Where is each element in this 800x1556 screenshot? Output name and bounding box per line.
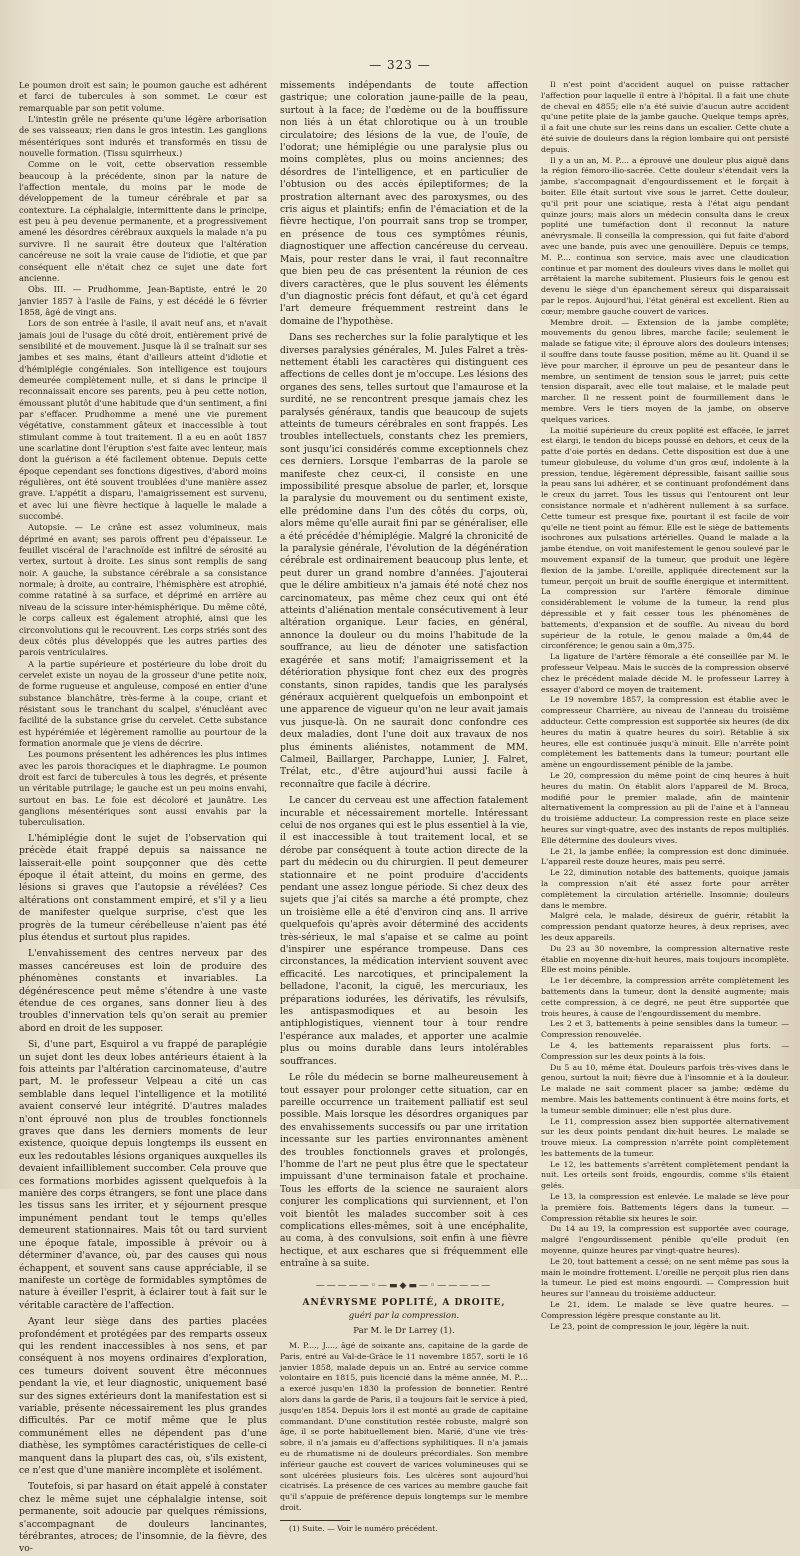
paragraph: La ligature de l'artère fémorale a été conseillée par M. le professeur Velpeau. Mais le succès de la compression observé chez le précédent malade décide M. le professeur Larrey à essayer d'abord ce moyen de traitement. — [541, 652, 789, 694]
paragraph: L'intestin grêle ne présente qu'une légère arborisation de ses vaisseaux; rien dans le gros intestin. Les ganglions mésentériques sont indurés et transformés en tissu de nouvelle formation. (Tissu squirrheux.) — [19, 114, 267, 159]
column-middle — [280, 80, 528, 1534]
paragraph: Il n'est point d'accident auquel on puisse rattacher l'affection pour laquelle il entre à l'hôpital. Il a fait une chute de cheval en 4855; elle n'a été suivie d'aucun autre accident qu'une petite plaie de la jambe gauche. Quelque temps après, il a fait une chute sur les reins dans un escalier. Cette chute a été suivie de douleurs dans la région lombaire qui ont persisté depuis. — [541, 80, 789, 154]
paragraph: Le 11, compression assez bien supportée alternativement sur les deux points pendant dix-huit heures. Le malade se trouve mieux. La compression n'arrête point complètement les battements de la tumeur. — [541, 1116, 789, 1158]
paragraph: La moitié supérieure du creux poplité est effacée, le jarret est élargi, le tendon du biceps poussé en dehors, et ceux de la patte d'oie portés en dedans. Cette disposition est due à une tumeur globuleuse, du volume d'un gros œuf, indolente à la pression, tendue, légèrement dépressible, faisant saillie sous la peau sans lui adhérer, et se continuant profondément dans le creux du jarret. Tous les tissus qui l'entourent ont leur consistance normale et n'adhèrent nullement à sa surface. Cette tumeur est presque fixe, pourtant il est facile de voir qu'elle ne tient point au fémur. Elle est le siège de battements isochrones aux pulsations artérielles. Quand le malade a la jambe étendue, on voit manifestement le genou soulevé par le mouvement expansif de la tumeur, que produit une légère flexion de la jambe. L'oreille, appliquée directement sur la tumeur, perçoit un bruit de souffle énergique et intermittent. La compression sur l'artère fémorale diminue considérablement le volume de la tumeur, la rend plus dépressible et y fait cesser tous les phénomènes de battements, d'expansion et de souffle. Au niveau du bord supérieur de la rotule, le genou malade a 0m,44 de circonférence; le genou sain a 0m,375. — [541, 425, 789, 651]
paragraph: Comme on le voit, cette observation ressemble beaucoup à la précédente, sinon par la nature de l'affection mentale, du moins par le mode de développement de la tumeur cérébrale et par sa contexture. La céphalalgie, intermittente dans le principe, est peu à peu devenue permanente, et a progressivement amené les désordres cérébraux auxquels la malade n'a pu survivre. Il ne saurait être douteux que l'altération cancéreuse ne soit la vraie cause de l'idiotie, et que par conséquent elle n'était chez ce sujet une date fort ancienne. — [19, 159, 267, 283]
paragraph: Le poumon droit est sain; le poumon gauche est adhérent et farci de tubercules à son sommet. Le cœur est remarquable par son petit volume. — [19, 80, 267, 113]
paragraph: Le rôle du médecin se borne malheureusement à tout essayer pour prolonger cette situation, car en pareille occurrence un traitement palliatif est seul possible. Mais lorsque les désordres organiques par des envahissements successifs ou par une irritation incessante sur les parties environnantes amènent des troubles fonctionnels graves et prolongés, l'homme de l'art ne peut plus être que le spectateur impuissant d'une terminaison fatale et prochaine. Tous les efforts de la science ne sauraient alors conjurer les complications qui surviennent, et l'on voit bientôt les malades succomber soit à ces complications elles-mêmes, soit à une encéphalite, au coma, à des convulsions, soit enfin à une fièvre hectique, et aux eschares que si fréquemment elle entraîne à sa suite. — [280, 1072, 528, 1270]
column-right — [541, 80, 789, 1332]
paragraph: Les 2 et 3, battements à peine sensibles dans la tumeur. — Compression renouvelée. — [541, 1019, 789, 1040]
paragraph: Le 12, les battements s'arrêtent complètement pendant la nuit. Les orteils sont froids, engourdis, comme s'ils étaient gelés. — [541, 1159, 789, 1191]
paragraph: Le 21, la jambe enflée; la compression est donc diminuée. L'appareil reste douze heures, mais peu serré. — [541, 846, 789, 867]
paragraph: Le 19 novembre 1857, la compression est établie avec le compresseur Charrière, au niveau de l'anneau du troisième adducteur. Cette compression est supportée six heures (de dix heures du matin à quatre heures du soir). Rétablie à six heures, elle est continuée jusqu'à minuit. Elle n'arrête point complètement les battements dans la tumeur; pourtant elle amène un engourdissement pénible de la jambe. — [541, 695, 789, 770]
paragraph: Le 4, les battements reparaissent plus forts. — Compression sur les deux points à la fois. — [541, 1040, 789, 1061]
paragraph: Le 22, diminution notable des battements, quoique jamais la compression n'ait été assez forte pour arrêter complètement la circulation artérielle. Insomnie; douleurs dans le membre. — [541, 868, 789, 910]
article-subtitle: guéri par la compression. — [348, 1311, 460, 1322]
paragraph: missements indépendants de toute affection gastrique; une coloration jaune-paille de la peau, surtout à la face; de l'œdème ou de la bouffissure non liés à un état chlorotique ou à un trouble circulatoire; des lésions de la vue, de l'ouïe, de l'odorat; une hémiplégie ou une paralysie plus ou moins complètes, plus ou moins anciennes; des désordres de l'intelligence, et en particulier de l'obtusion ou des accès épileptiformes; de la prostration alternant avec des paroxysmes, ou des cris aigus et plaintifs; enfin de l'émaciation et de la fièvre hectique, l'on pourrait sans trop se tromper, en présence de tous ces symptômes réunis, diagnostiquer une affection cancéreuse du cerveau. Mais, pour rester dans le vrai, il faut reconnaître que bien peu de cas présentent la réunion de ces divers caractères, que le plus souvent les éléments d'un diagnostic précis font défaut, et qu'à cet égard l'art demeure fréquemment restreint dans le domaine de l'hypothèse. — [280, 80, 528, 327]
paragraph: Lors de son entrée à l'asile, il avait neuf ans, et n'avait jamais joui de l'usage du côté droit, entièrement privé de sensibilité et de mouvement. Jusque là il se traînait sur ses jambes et ses mains, étant d'ailleurs atteint d'idiotie et d'hémiplégie congéniales. Son intelligence est toujours demeurée complètement nulle, et si dans le principe il reconnaissait encore ses parents, peu à peu cette notion, émoussant plutôt d'une habitude que d'un sentiment, a fini par s'effacer. Prudhomme a mené une vie purement végétative, constamment gâteux et inaccessible à tout stimulant comme à tout traitement. Il a eu en août 1857 une scarlatine dont l'éruption s'est faite avec lenteur, mais dont la guérison a été facilement obtenue. Depuis cette époque cependant ses fonctions digestives, d'abord moins régulières, ont été souvent troublées d'une manière assez grave. L'appétit a disparu, l'amaigrissement est survenu, et avec lui une fièvre hectique à laquelle le malade a succombé. — [19, 318, 267, 522]
paragraph: Ayant leur siège dans des parties placées profondément et protégées par des remparts osseux qui les rendent inaccessibles à nos sens, et par conséquent à nos moyens ordinaires d'exploration, ces tumeurs doivent souvent être méconnues pendant la vie, et leur diagnostic, uniquement basé sur des signes extérieurs dont la manifestation est si variable, présente nécessairement les plus grandes difficultés. Par ce motif même que le plus communément elles ne dépendent pas d'une diathèse, les symptômes caractéristiques de celle-ci manquent dans la plupart des cas, où, s'ils existent, ce n'est que d'une manière incomplète et isolément. — [19, 1316, 267, 1476]
article-author: Par M. le Dr Larrey (1). — [353, 1325, 455, 1336]
paragraph: Les poumons présentent les adhérences les plus intimes avec les parois thoraciques et le diaphragme. Le poumon droit est farci de tubercules à tous les degrés, et présente un véritable putrilage; le gauche est un peu moins envahi, surtout en bas. Le foie est décoloré et jaunâtre. Les ganglions mésentériques sont aussi envahis par la tuberculisation. — [19, 749, 267, 828]
paragraph: Le 20, compression du même point de cinq heures à huit heures du matin. On établit alors l'appareil de M. Broca, modifié pour le premier malade, afin de maintenir alternativement la compression au pli de l'aine et à l'anneau du troisième adducteur. La compression reste en place seize heures sur vingt-quatre, avec des instants de repos multipliés. Elle détermine des douleurs vives. — [541, 771, 789, 845]
paragraph: A la partie supérieure et postérieure du lobe droit du cervelet existe un noyau de la grosseur d'une petite noix, de forme rugueuse et anguleuse, composé en entier d'une substance blanchâtre, très-ferme à la coupe, criant et résistant sous le tranchant du scalpel, s'énucléant avec facilité de la substance grise du cervelet. Cette substance est hypérémiée et légèrement ramollie au pourtour de la formation anormale que je viens de décrire. — [19, 658, 267, 748]
article-title: ANÉVRYSME POPLITÉ, A DROITE, — [302, 1297, 506, 1308]
paragraph: Le 21, idem. Le malade se lève quatre heures. — Compression légère presque constante au lit. — [541, 1300, 789, 1320]
section-divider: —————◦—▬◆▬—◦————— — [315, 1280, 493, 1291]
paragraph: L'envahissement des centres nerveux par des masses cancéreuses est loin de produire des phénomènes constants et invariables. La dégénérescence peut même s'étendre à une vaste étendue de ces organes, sans donner lieu à des troubles d'innervation tels qu'on serait au premier abord en droit de les supposer. — [19, 948, 267, 1034]
paragraph: Le 13, la compression est enlevée. Le malade se lève pour la première fois. Battements légers dans la tumeur. — Compression rétablie six heures le soir. — [541, 1192, 789, 1223]
paragraph: Membre droit. — Extension de la jambe complète; mouvements du genou libres, marche facile; seulement le malade se fatigue vite; il éprouve alors des douleurs intenses; il souffre dans toute fausse position, même au lit. Quand il se lève pour marcher, il éprouve un peu de pesanteur dans le membre, un sentiment de tension sous le jarret; puis cette tension disparaît, avec elle tout malaise, et le malade peut marcher. Il ne ressent point de fourmillement dans le membre. Vers le tiers moyen de la jambe, on observe quelques varices. — [541, 317, 789, 424]
paragraph: Le 20, tout battement a cessé; on ne sent même pas sous la main le moindre frottement. L'oreille ne perçoit plus rien dans la tumeur. Le pied est moins engourdi. — Compression huit heures sur l'anneau du troisième adducteur. — [541, 1256, 789, 1299]
column-left — [19, 80, 267, 1556]
paragraph: Du 23 au 30 novembre, la compression alternative reste établie en moyenne dix-huit heures, mais toujours incomplète. Elle est moins pénible. — [541, 943, 789, 975]
paragraph: M. P...., J...., âgé de soixante ans, capitaine de la garde de Paris, entré au Val-de-Grâce le 11 novembre 1857, sorti le 16 janvier 1858, malade depuis un an. Entré au service comme volontaire en 1815, puis licencié dans la même année, M. P.... a exercé jusqu'en 1830 la profession de bonnetier. Rentré alors dans la garde de Paris, il a toujours fait le service à pied, jusqu'en 1854. Depuis lors il est monté au grade de capitaine commandant. D'une constitution restée robuste, malgré son âge, il se porte habituellement bien. Marié, d'une vie très-sobre, il n'a jamais eu d'affections syphilitiques. Il n'a jamais eu de rhumatisme ni de douleurs précordiales. Son membre inférieur gauche est couvert de varices volumineuses qui se sont ulcérées plusieurs fois. Les ulcères sont aujourd'hui cicatrisés. La présence de ces varices au membre gauche fait qu'il s'appuie de préférence depuis longtemps sur le membre droit. — [280, 1340, 528, 1512]
paragraph: Autopsie. — Le crâne est assez volumineux, mais déprimé en avant; ses parois offrent peu d'épaisseur. Le feuillet viscéral de l'arachnoïde est infiltré de sérosité au vertex, surtout à droite. Les sinus sont remplis de sang noir. A gauche, la substance cérébrale a sa consistance normale; à droite, au contraire, l'hémisphère est atrophié, comme ratatiné à sa surface, et déprimé en arrière au niveau de la scissure inter-hémisphérique. Du même côté, le corps calleux est également atrophié, ainsi que les circonvolutions qui le recouvrent. Les corps striés sont des deux côtés plus développés que les autres parties des parois ventriculaires. — [19, 522, 267, 658]
paragraph: L'hémiplégie dont le sujet de l'observation qui précède était frappé depuis sa naissance ne laisserait-elle point soupçonner que dès cette époque il était atteint, du moins en germe, des lésions si graves que l'autopsie a révélées? Ces altérations ont constamment empiré, et s'il y a lieu de manifester quelque surprise, c'est que les progrès de la tumeur cérébelleuse n'aient pas été plus étendus et surtout plus rapides. — [19, 832, 267, 943]
paragraph: Malgré cela, le malade, désireux de guérir, rétablit la compression pendant quatorze heures, à deux reprises, avec les deux appareils. — [541, 911, 789, 942]
paragraph: Il y a un an, M. P.... a éprouvé une douleur plus aiguë dans la région fémoro-ilio-sacrée. Cette douleur s'étendait vers la jambe, s'accompagnait d'engourdissement et le forçait à boiter. Elle était surtout vive sous le jarret. Cette douleur, qu'il prit pour une sciatique, resta à l'état aigu pendant quinze jours; mais alors un médecin consulta dans le creux poplité une tuméfaction dont il reconnut la nature anévrysmale. Il conseilla la compression, qui fut faite d'abord avec une bande, puis avec une genouillère. Depuis ce temps, M. P.... continua son service, mais avec une claudication continue et par moment des douleurs vives dans le mollet qui arrêtaient la marche subitement. Plusieurs fois le genou est devenu le siège d'un épanchement séreux qui disparaissait par le repos. Aujourd'hui, l'état général est excellent. Rien au cœur; membre gauche couvert de varices. — [541, 155, 789, 316]
paragraph: Si, d'une part, Esquirol a vu frappé de paraplégie un sujet dont les deux lobes antérieurs étaient à la fois atteints par l'altération carcinomateuse, d'autre part, M. le professeur Velpeau a cité un cas semblable dans lequel l'intelligence et la motilité avaient conservé leur intégrité. D'autres malades n'ont éprouvé non plus de troubles fonctionnels graves que dans les derniers moments de leur existence, quoique depuis longtemps ils eussent en eux les redoutables lésions organiques auxquelles ils devaient infailliblement succomber. Cela prouve que ces formations morbides agissent quelquefois à la manière des corps étrangers, se font une place dans les tissus sans les irriter, et y séjournent presque impunément pendant tout le temps qu'elles demeurent stationnaires. Mais tôt ou tard survient une époque fatale, impossible à prévoir ou à déterminer d'avance, où, par des causes qui nous échappent, et souvent sans cause appréciable, il se manifeste un cortège de formidables symptômes de nature à éveiller l'esprit, à éclairer tout à fait sur le véritable caractère de l'affection. — [19, 1039, 267, 1311]
paragraph: Obs. III. — Prudhomme, Jean-Baptiste, entré le 20 janvier 1857 à l'asile de Fains, y est décédé le 6 février 1858, âgé de vingt ans. — [19, 284, 267, 317]
paragraph: Toutefois, si par hasard on était appelé à constater chez le même sujet une céphalalgie intense, soit permanente, soit adoucie par quelques rémissions, s'accompagnant de douleurs lancinantes, térébrantes, atroces; de l'insomnie, de la fièvre, des vo- — [19, 1481, 267, 1555]
paragraph: Dans ses recherches sur la folie paralytique et les diverses paralysies générales, M. Jules Falret a très-nettement établi les caractères qui distinguent ces affections de celles dont je m'occupe. Les lésions des organes des sens, telles surtout que l'amaurose et la surdité, ne se rencontrent presque jamais chez les paralysés généraux, tandis que beaucoup de sujets atteints de tumeurs cérébrales en sont frappés. Les troubles intellectuels, constants chez les premiers, sont jusqu'ici considérés comme exceptionnels chez ces derniers. Lorsque l'embarras de la parole se manifeste chez ceux-ci, il consiste en une impossibilité presque absolue de parler, et, lorsque la paralysie du mouvement ou du sentiment existe, elle prédomine dans l'un des côtés du corps, où, alors même qu'elle aurait fini par se généraliser, elle a été précédée d'hémiplégie. Malgré la chronicité de la paralysie générale, l'évolution de la dégénération cérébrale est ordinairement beaucoup plus lente, et peut durer un grand nombre d'années. J'ajouterai que le délire ambitieux n'a jamais été noté chez nos carcinomateux, pas même chez ceux qui ont été atteints d'aliénation mentale consécutivement à leur altération organique. Leur facies, en général, annonce la douleur ou du moins l'habitude de la souffrance, au lieu de dénoter une satisfaction exagérée et sans motif; l'amaigrissement et la détérioration physique font chez eux des progrès constants, sinon rapides, tandis que les paralysés généraux acquièrent quelquefois un embonpoint et une apparence de vigueur qu'on ne leur avait jamais vus jusque-là. On ne saurait donc confondre ces deux maladies, dont l'une doit aux travaux de nos plus éminents aliénistes, notamment de MM. Calmeil, Baillarger, Parchappe, Lunier, J. Falret, Trélat, etc., d'être aujourd'hui aussi facile à reconnaître que facile à décrire. — [280, 332, 528, 790]
paragraph: Le 1er décembre, la compression arrête complètement les battements dans la tumeur, dont la densité augmente; mais cette compression, à ce degré, ne peut être supportée que trois heures, à cause de l'engourdissement du membre. — [541, 976, 789, 1018]
paragraph: Le cancer du cerveau est une affection fatalement incurable et nécessairement mortelle. Intéressant celui de nos organes qui est le plus essentiel à la vie, il est inaccessible à tout traitement local, et se dérobe par conséquent à toute action directe de la part du médecin ou du chirurgien. Il peut demeurer stationnaire et ne point produire d'accidents pendant une assez longue période. Si chez deux des sujets que j'ai cités sa marche a été prompte, chez un troisième elle a été d'environ cinq ans. Il arrive quelquefois qu'après avoir déterminé des accidents très-sérieux, le mal s'apaise et se calme au point d'inspirer une espérance trompeuse. Dans ces circonstances, la médication intervient souvent avec efficacité. Les narcotiques, et principalement la belladone, l'aconit, la ciguë, les mercuriaux, les préparations iodurées, les dérivatifs, les révulsifs, les antispasmodiques et au besoin les antiphlogistiques, viennent tour à tour rendre l'espérance aux malades, et apporter une acalmie plus ou moins durable dans leurs intolérables souffrances. — [280, 795, 528, 1067]
footnote-rule — [280, 1520, 350, 1521]
footnote: (1) Suite. — Voir le numéro précédent. — [289, 1523, 438, 1533]
page-number: — 323 — — [369, 58, 431, 72]
paragraph: Du 5 au 10, même état. Douleurs parfois très-vives dans le genou, surtout la nuit; fièvre due à l'insomnie et à la douleur. Le malade ne sait comment placer sa jambe; œdème du membre. Mais les battements continuent à être moins forts, et la tumeur semble diminuer; elle n'est plus dure. — [541, 1062, 789, 1115]
paragraph: Du 14 au 19, la compression est supportée avec courage, malgré l'engourdissement pénible qu'elle produit (en moyenne, quinze heures par vingt-quatre heures). — [541, 1224, 789, 1256]
paragraph: Le 23, point de compression le jour, légère la nuit. — [550, 1321, 750, 1331]
